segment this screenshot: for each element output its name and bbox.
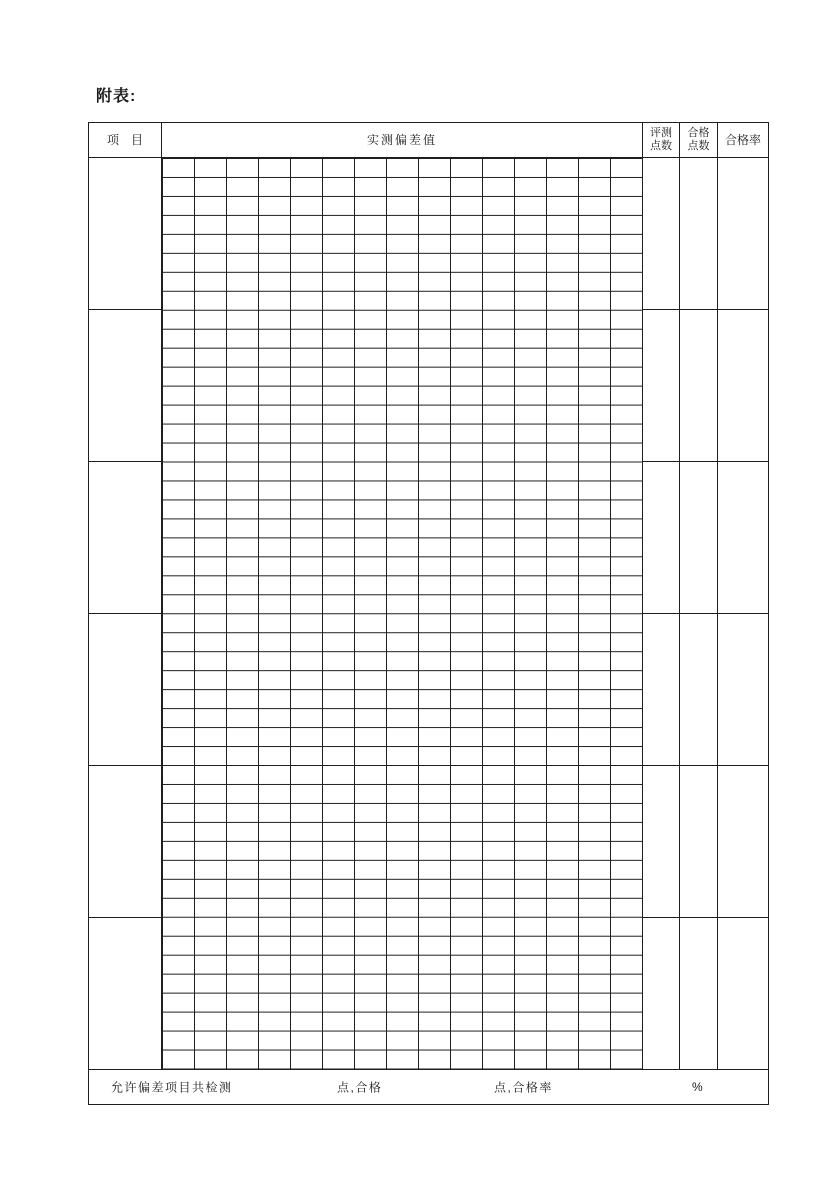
header-item: 项 目 (89, 123, 162, 157)
qualified-points-column (679, 158, 717, 1069)
pass-rate-cell[interactable] (718, 766, 768, 918)
measured-points-cell[interactable] (643, 614, 679, 766)
header-measured-points (642, 123, 679, 157)
item-cell[interactable] (89, 158, 161, 310)
header-qualified-points-line1: 合格 (687, 127, 710, 139)
deviation-grid[interactable] (162, 158, 642, 1069)
header-qualified-points-line2: 点数 (687, 140, 710, 152)
qualified-points-cell[interactable] (680, 462, 717, 614)
item-cell[interactable] (89, 766, 161, 918)
header-measured-points-line1: 评测 (650, 127, 672, 139)
header-deviation (162, 123, 642, 157)
table-body (89, 158, 768, 1069)
measured-points-column (642, 158, 679, 1069)
pass-rate-cell[interactable] (718, 310, 768, 462)
summary-qualified-label: 点,合格 (337, 1080, 383, 1095)
pass-rate-field[interactable] (564, 1074, 684, 1100)
measured-points-cell[interactable] (643, 158, 679, 310)
pass-rate-cell[interactable] (718, 462, 768, 614)
summary-row (89, 1069, 768, 1104)
percent-sign: % (692, 1080, 705, 1094)
header-measured-points-line2: 点数 (650, 140, 672, 152)
summary-prefix-label: 允许偏差项目共检测 (111, 1080, 233, 1095)
item-cell[interactable] (89, 614, 161, 766)
item-cell[interactable] (89, 462, 161, 614)
qualified-points-cell[interactable] (680, 310, 717, 462)
inspection-table (88, 122, 769, 1105)
detected-points-field[interactable] (229, 1074, 329, 1100)
header-pass-rate: 合格率 (717, 123, 768, 157)
table-header-row (89, 123, 768, 158)
summary-pass-rate-label: 点,合格率 (494, 1080, 553, 1095)
item-cell[interactable] (89, 918, 161, 1069)
qualified-points-field[interactable] (399, 1074, 489, 1100)
measured-points-cell[interactable] (643, 310, 679, 462)
measured-points-cell[interactable] (643, 918, 679, 1069)
qualified-points-cell[interactable] (680, 614, 717, 766)
pass-rate-column (717, 158, 768, 1069)
qualified-points-cell[interactable] (680, 766, 717, 918)
measured-points-cell[interactable] (643, 462, 679, 614)
page-title: 附表: (96, 88, 137, 105)
qualified-points-cell[interactable] (680, 158, 717, 310)
measured-points-cell[interactable] (643, 766, 679, 918)
item-column (89, 158, 162, 1069)
pass-rate-cell[interactable] (718, 158, 768, 310)
qualified-points-cell[interactable] (680, 918, 717, 1069)
header-deviation-label: 实测偏差值 (366, 133, 437, 147)
pass-rate-cell[interactable] (718, 614, 768, 766)
item-cell[interactable] (89, 310, 161, 462)
header-qualified-points (679, 123, 717, 157)
pass-rate-cell[interactable] (718, 918, 768, 1069)
